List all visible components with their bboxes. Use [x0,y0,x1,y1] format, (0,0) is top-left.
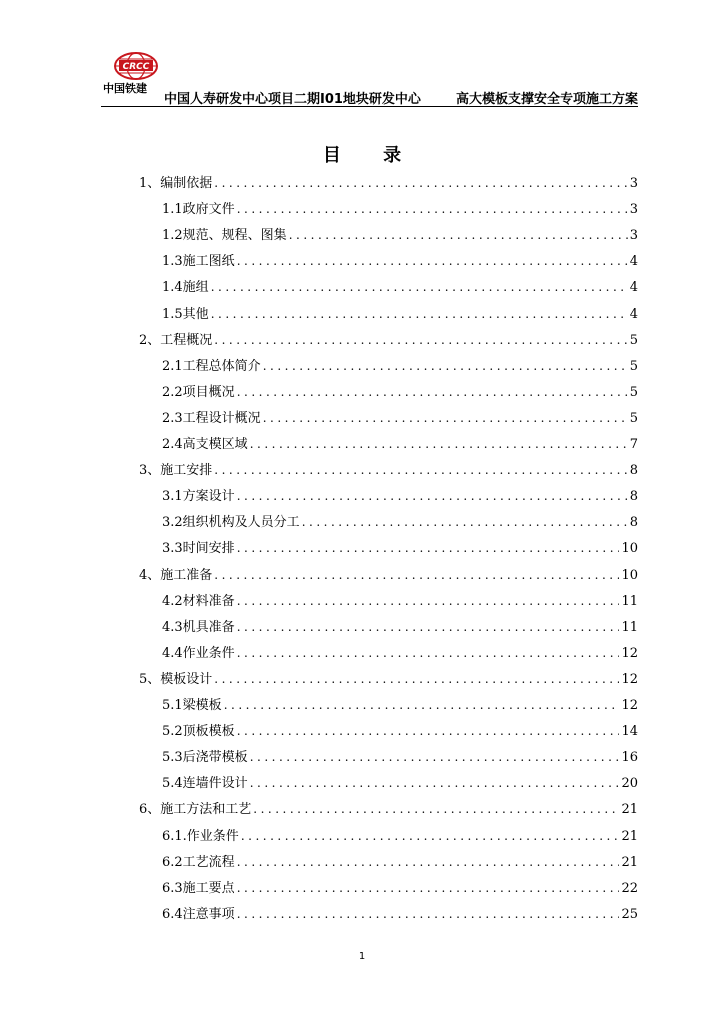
toc-entry-label: 4.3机具准备 [162,619,235,635]
toc-entry-page: 4 [629,254,638,270]
toc-entry[interactable] [139,668,638,692]
toc-entry[interactable] [139,329,638,353]
toc-entry-page: 20 [621,776,638,792]
toc-entry-leader [237,646,620,660]
toc-entry[interactable] [162,381,638,405]
toc-entry-label: 6.2工艺流程 [162,854,235,870]
toc-entry[interactable] [162,198,638,222]
toc-entry-page: 21 [621,854,638,870]
toc-entry-leader [211,280,628,294]
toc-entry-page: 11 [621,619,638,635]
toc-entry-leader [237,594,620,608]
toc-entry-label: 5.2顶板模板 [162,724,235,740]
toc-entry[interactable] [162,276,638,300]
toc-entry-leader [237,385,628,399]
toc-entry-page: 3 [629,202,638,218]
toc-entry-page: 10 [621,567,638,583]
toc-entry-page: 5 [629,358,638,374]
toc-entry-leader [214,176,627,190]
toc-entry-label: 2.1工程总体简介 [162,358,261,374]
toc-entry-label: 2.4高支模区域 [162,437,248,452]
crcc-logo-icon [103,51,169,83]
toc-entry-page: 3 [629,176,638,191]
toc-entry[interactable] [162,433,638,457]
toc-entry-label: 6.4注意事项 [162,906,235,922]
toc-entry-label: 1.3施工图纸 [162,254,235,270]
toc-entry[interactable] [139,798,638,822]
toc-entry-leader [237,724,620,738]
toc-entry[interactable] [139,564,638,588]
toc-entry-label: 1、编制依据 [139,176,213,191]
toc-entry[interactable] [162,772,638,796]
toc-entry[interactable] [162,903,638,927]
toc-entry-leader [237,489,628,503]
toc-entry-leader [241,829,620,843]
toc-entry-leader [237,202,628,216]
toc-entry-page: 3 [629,228,638,244]
toc-entry[interactable] [162,616,638,640]
toc-entry-leader [289,228,628,242]
toc-entry[interactable] [162,511,638,535]
toc-entry-leader [263,411,628,425]
header-divider [101,106,638,107]
toc-entry[interactable] [139,172,638,196]
toc-entry-label: 3、施工安排 [139,463,213,479]
toc-entry-page: 10 [621,541,638,557]
toc-entry[interactable] [162,877,638,901]
toc-entry-label: 5.1梁模板 [162,698,222,713]
toc-entry[interactable] [162,407,638,431]
toc-entry-label: 6、施工方法和工艺 [139,802,252,818]
logo-company-name: 中国铁建 [103,82,147,95]
toc-entry-page: 4 [629,306,638,322]
header-plan-title: 高大模板支撑安全专项施工方案 [455,92,638,107]
toc-entry-page: 21 [621,828,638,844]
toc-entry-leader [214,672,619,686]
toc-entry-page: 25 [621,906,638,922]
toc-entry-page: 8 [629,489,638,505]
toc-title: 目 录 [322,145,420,166]
toc-entry-page: 5 [629,410,638,426]
toc-entry-page: 21 [621,802,638,818]
toc-entry-page: 5 [629,332,638,348]
toc-entry[interactable] [162,485,638,509]
toc-entry-label: 1.5其他 [162,306,209,322]
toc-entry-label: 1.2规范、规程、图集 [162,228,287,244]
toc-entry[interactable] [162,224,638,248]
toc-entry-label: 2.3工程设计概况 [162,410,261,426]
toc-entry-label: 6.1.作业条件 [162,828,239,844]
toc-entry-label: 4.2材料准备 [162,593,235,609]
toc-entry[interactable] [162,694,638,718]
toc-entry-leader [263,359,628,373]
toc-entry-leader [237,254,628,268]
toc-entry-page: 8 [629,515,638,531]
toc-entry-page: 22 [621,880,638,896]
toc-entry[interactable] [162,642,638,666]
toc-entry[interactable] [162,303,638,327]
toc-entry-page: 12 [621,645,638,661]
toc-entry[interactable] [162,720,638,744]
page-number: 1 [358,951,366,962]
toc-entry[interactable] [162,590,638,614]
toc-entry-label: 4、施工准备 [139,567,213,583]
toc-entry-label: 5.3后浇带模板 [162,750,248,766]
toc-entry-page: 5 [629,384,638,400]
toc-entry[interactable] [162,355,638,379]
toc-entry-leader [237,881,620,895]
toc-entry[interactable] [162,825,638,849]
logo-badge-text: CRCC [122,62,150,72]
toc-entry-label: 1.1政府文件 [162,202,235,218]
toc-entry-page: 12 [621,698,638,713]
toc-entry-leader [237,541,620,555]
toc-entry-label: 3.2组织机构及人员分工 [162,515,300,531]
toc-entry-leader [250,437,628,451]
toc-entry-page: 11 [621,593,638,609]
toc-entry[interactable] [162,250,638,274]
toc-entry[interactable] [139,459,638,483]
toc-entry-label: 5.4连墙件设计 [162,776,248,792]
toc-entry-page: 12 [621,671,638,687]
toc-entry-leader [250,750,620,764]
toc-entry-leader [250,776,620,790]
toc-entry-leader [211,307,628,321]
toc-entry-leader [302,515,628,529]
toc-entry-leader [253,802,619,816]
toc-entry-page: 16 [621,750,638,766]
toc-entry-label: 6.3施工要点 [162,880,235,896]
toc-entry-page: 4 [629,280,638,296]
toc-entry-leader [214,333,627,347]
toc-entry-label: 2、工程概况 [139,332,213,348]
toc-entry-page: 14 [621,724,638,740]
toc-entry[interactable] [162,851,638,875]
toc-entry-leader [237,907,620,921]
toc-entry[interactable] [162,537,638,561]
toc-entry-label: 1.4施组 [162,280,209,296]
toc-entry[interactable] [162,746,638,770]
toc-entry-label: 3.1方案设计 [162,489,235,505]
toc-entry-page: 8 [629,463,638,479]
toc-entry-label: 4.4作业条件 [162,645,235,661]
toc-entry-leader [237,620,620,634]
toc-entry-leader [214,463,627,477]
toc-entry-label: 3.3时间安排 [162,541,235,557]
header-project-name: 中国人寿研发中心项目二期I01地块研发中心 [164,92,421,107]
toc-entry-leader [237,855,620,869]
toc-entry-label: 5、模板设计 [139,671,213,687]
toc-entry-leader [224,698,620,712]
toc-entry-leader [214,568,619,582]
toc-entry-label: 2.2项目概况 [162,384,235,400]
toc-entry-page: 7 [629,437,638,452]
